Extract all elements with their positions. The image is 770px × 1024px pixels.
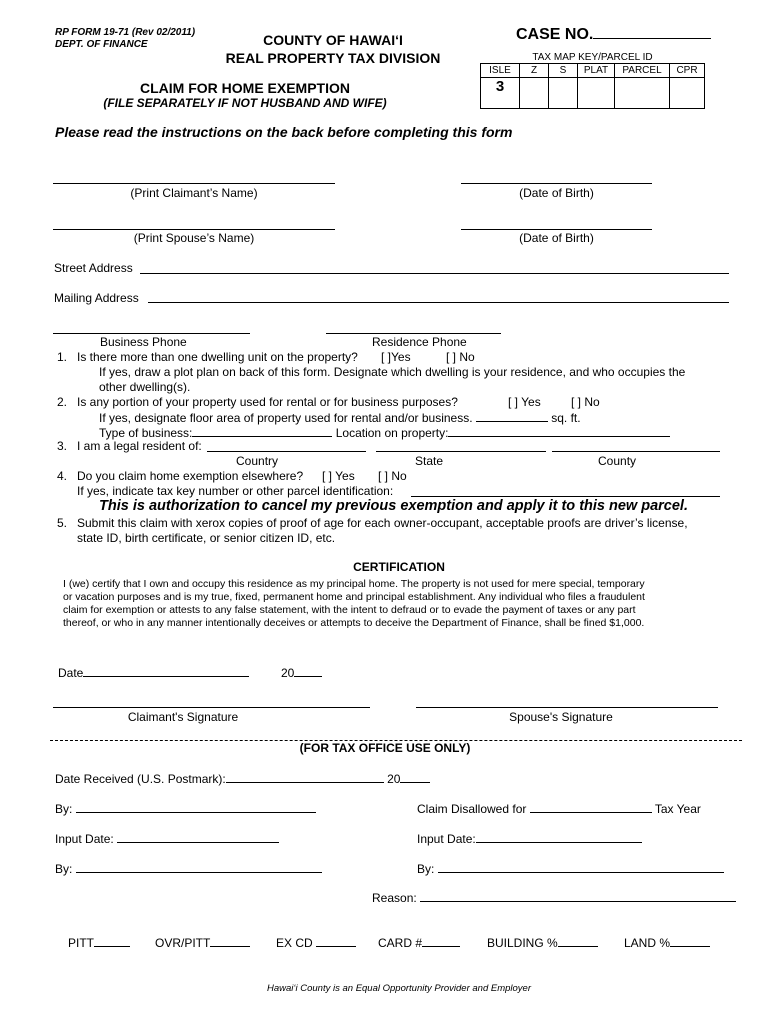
by-row-1 (55, 801, 316, 816)
date-received-row (55, 771, 430, 786)
q1-detail-line1: If yes, draw a plot plan on back of this form. Designate which dwelling is your residence, and who occupies the (99, 365, 686, 379)
q2-type-row (99, 425, 670, 440)
country-label: Country (236, 454, 279, 468)
input-date-row-1 (55, 831, 279, 846)
q2-no-checkbox[interactable]: [ ] No (571, 395, 600, 409)
certification-line2: or vacation purposes and is my true, fixed, permanent home and principal establishment. Any individual who files a fraudulent (63, 591, 645, 603)
residence-phone-label: Residence Phone (372, 335, 467, 349)
state-label: State (415, 454, 444, 468)
authorization-statement: This is authorization to cancel my previous exemption and apply it to this new parcel. (99, 498, 688, 514)
certification-line1: I (we) certify that I own and occupy this residence as my principal home. The property is not used for mere special, temporary (63, 578, 645, 590)
certification-title: CERTIFICATION (353, 560, 445, 574)
q1-number: 1. (57, 350, 68, 364)
by-label-3: By: (417, 862, 435, 876)
by-label-1: By: (55, 802, 73, 816)
county-title: COUNTY OF HAWAI‘I (263, 32, 403, 48)
date-label: Date (58, 666, 84, 680)
by-field-1[interactable] (76, 801, 316, 813)
spouse-dob-label: (Date of Birth) (519, 231, 594, 245)
division-title: REAL PROPERTY TAX DIVISION (225, 50, 441, 66)
tax-map-key-table (480, 52, 705, 109)
ovr-pitt-row (155, 935, 250, 950)
spouse-signature-label: Spouse's Signature (509, 710, 613, 724)
business-type-label: Type of business: (99, 426, 193, 440)
q1-no-checkbox[interactable]: [ ] No (446, 350, 475, 364)
q1-detail-line2: other dwelling(s). (99, 380, 191, 394)
by-field-2[interactable] (76, 861, 322, 873)
q4-text: Do you claim home exemption elsewhere? (77, 469, 304, 483)
certification-line3: claim for exemption or attests to any false statement, with the intent to defraud or to evade the payment of taxes or any part (63, 604, 636, 616)
state-field[interactable] (376, 451, 546, 452)
year-field[interactable] (294, 665, 322, 677)
ovr-pitt-field[interactable] (210, 935, 250, 947)
q3-number: 3. (57, 439, 68, 453)
by-row-2 (55, 861, 322, 876)
tmk-col-section: S (549, 64, 578, 78)
year-row (281, 665, 322, 680)
tmk-zone-field[interactable] (520, 78, 549, 109)
by-field-3[interactable] (438, 861, 724, 873)
q1-yes-checkbox[interactable]: [ ]Yes (381, 350, 411, 364)
reason-row (372, 890, 736, 905)
q4-yes-checkbox[interactable]: [ ] Yes (322, 469, 355, 483)
mailing-address-label: Mailing Address (54, 291, 139, 305)
case-no-label: CASE NO. (516, 26, 594, 43)
received-year-prefix: 20 (387, 772, 401, 786)
q4-detail: If yes, indicate tax key number or other parcel identification: (77, 484, 394, 498)
ex-cd-label: EX CD (276, 936, 313, 950)
q2-detail-text: If yes, designate floor area of property used for rental and/or business. (99, 411, 473, 425)
land-label: LAND % (624, 936, 671, 950)
case-no-field[interactable] (593, 24, 711, 39)
by-row-3 (417, 861, 724, 876)
date-field[interactable] (83, 665, 249, 677)
spouse-signature-field[interactable] (416, 707, 718, 708)
tmk-isle-value: 3 (481, 78, 520, 109)
ex-cd-field[interactable] (316, 935, 356, 947)
country-field[interactable] (207, 451, 366, 452)
year-prefix: 20 (281, 666, 295, 680)
tmk-plat-field[interactable] (578, 78, 615, 109)
street-address-field[interactable] (140, 273, 729, 274)
q3-text: I am a legal resident of: (77, 439, 202, 453)
card-field[interactable] (422, 935, 460, 947)
card-row (378, 935, 460, 950)
pitt-row (68, 935, 130, 950)
input-date-field-1[interactable] (117, 831, 279, 843)
mailing-address-field[interactable] (148, 302, 729, 303)
q2-yes-checkbox[interactable]: [ ] Yes (508, 395, 541, 409)
q5-number: 5. (57, 516, 68, 530)
q4-no-checkbox[interactable]: [ ] No (378, 469, 407, 483)
by-label-2: By: (55, 862, 73, 876)
q2-detail (99, 410, 581, 425)
tmk-parcel-field[interactable] (615, 78, 670, 109)
claimant-dob-field[interactable] (461, 183, 652, 184)
form-id: RP FORM 19-71 (Rev 02/2011) (55, 27, 196, 38)
floor-area-field[interactable] (476, 410, 548, 422)
date-received-field[interactable] (226, 771, 384, 783)
q2-number: 2. (57, 395, 68, 409)
tmk-title: TAX MAP KEY/PARCEL ID (481, 52, 705, 64)
claimant-signature-label: Claimant's Signature (127, 710, 239, 724)
reason-field[interactable] (420, 890, 736, 902)
office-use-title: (FOR TAX OFFICE USE ONLY) (299, 741, 471, 755)
input-date-label-2: Input Date: (417, 832, 476, 846)
received-year-field[interactable] (400, 771, 430, 783)
spouse-name-label: (Print Spouse’s Name) (133, 231, 255, 245)
sq-ft-label: sq. ft. (551, 411, 581, 425)
q1-text: Is there more than one dwelling unit on the property? (77, 350, 358, 364)
tmk-cpr-field[interactable] (670, 78, 705, 109)
claimant-signature-field[interactable] (53, 707, 370, 708)
input-date-label-1: Input Date: (55, 832, 114, 846)
residence-phone-field[interactable] (326, 333, 501, 334)
county-field[interactable] (552, 451, 720, 452)
input-date-field-2[interactable] (476, 831, 642, 843)
claimant-dob-label: (Date of Birth) (519, 186, 594, 200)
pitt-label: PITT (68, 936, 94, 950)
claimant-name-field[interactable] (53, 183, 335, 184)
claim-title: CLAIM FOR HOME EXEMPTION (140, 80, 350, 96)
business-type-field[interactable] (192, 425, 332, 437)
county-label: County (598, 454, 637, 468)
land-row (624, 935, 710, 950)
input-date-row-2 (417, 831, 642, 846)
q5-text-line1: Submit this claim with xerox copies of proof of age for each owner-occupant, acceptable proofs are driver’s license, (77, 516, 688, 530)
footer-text: Hawai‘i County is an Equal Opportunity Provider and Employer (266, 983, 532, 994)
date-received-label: Date Received (U.S. Postmark): (55, 772, 226, 786)
other-parcel-field[interactable] (411, 496, 720, 497)
ex-cd-row (276, 935, 356, 950)
dept-name: DEPT. OF FINANCE (55, 39, 148, 50)
ovr-pitt-label: OVR/PITT (155, 936, 211, 950)
spouse-name-field[interactable] (53, 229, 335, 230)
building-field[interactable] (558, 935, 598, 947)
business-phone-field[interactable] (53, 333, 250, 334)
tmk-col-cpr: CPR (670, 64, 705, 78)
file-note: (FILE SEPARATELY IF NOT HUSBAND AND WIFE) (103, 96, 387, 110)
location-field[interactable] (448, 425, 670, 437)
q4-number: 4. (57, 469, 68, 483)
date-row (58, 665, 249, 680)
reason-label: Reason: (372, 891, 417, 905)
q5-text-line2: state ID, birth certificate, or senior citizen ID, etc. (77, 531, 336, 545)
building-label: BUILDING % (487, 936, 558, 950)
instructions: Please read the instructions on the back before completing this form (55, 124, 513, 140)
spouse-dob-field[interactable] (461, 229, 652, 230)
land-field[interactable] (670, 935, 710, 947)
tmk-section-field[interactable] (549, 78, 578, 109)
q2-text: Is any portion of your property used for rental or for business purposes? (77, 395, 458, 409)
tax-year-label: Tax Year (654, 802, 701, 816)
claim-disallowed-field[interactable] (530, 801, 652, 813)
tmk-col-isle: ISLE (481, 64, 520, 78)
card-label: CARD # (378, 936, 423, 950)
claim-disallowed-label: Claim Disallowed for (417, 802, 527, 816)
certification-line4: thereof, or who in any manner intentionally deceives or attempts to deceive the Department of Finance, shall be fined $1,000. (63, 617, 645, 629)
claimant-name-label: (Print Claimant’s Name) (130, 186, 258, 200)
tmk-col-zone: Z (520, 64, 549, 78)
pitt-field[interactable] (94, 935, 130, 947)
tmk-col-parcel: PARCEL (615, 64, 670, 78)
business-phone-label: Business Phone (100, 335, 187, 349)
claim-disallowed-row (417, 801, 701, 816)
case-no (516, 24, 711, 44)
building-row (487, 935, 598, 950)
location-label: Location on property: (335, 426, 449, 440)
tmk-col-plat: PLAT (578, 64, 615, 78)
street-address-label: Street Address (54, 261, 133, 275)
